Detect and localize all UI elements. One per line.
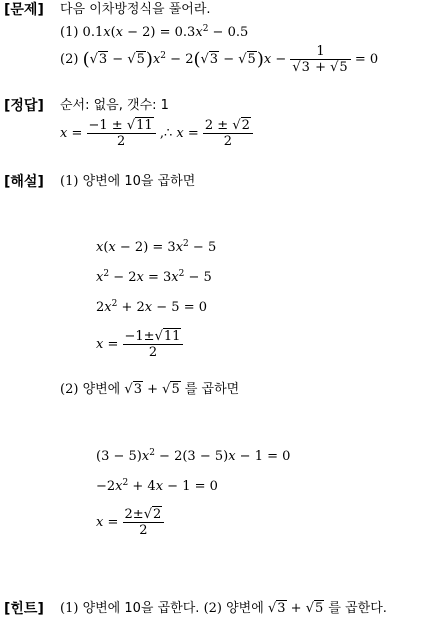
fraction: $\frac{1}{√3 + √5}$ — [290, 44, 350, 75]
answer-tag: [정답] — [4, 98, 44, 114]
solution-step: x = $\frac{2\pm√2}{2}$ — [96, 507, 164, 538]
hint-part: 를 곱한다. — [328, 601, 387, 616]
problem-item-2: (2) $(√3 - √5)x^2 - 2(√3 - √5)x$ − $\frac{1}{√3 + √5}$ = 0 — [60, 44, 379, 75]
part-label: (2) — [60, 382, 79, 397]
answer-text: 순서: 없음, 갯수: 1 — [60, 98, 169, 113]
item-label: (1) — [60, 25, 79, 40]
solution-step: $x(x - 2) = 3x^2 - 5$ — [96, 239, 217, 255]
solution-step: $2x^2 + 2x - 5 = 0$ — [96, 299, 207, 315]
part-text: 양변에 10을 곱하면 — [82, 174, 196, 189]
problem-tag: [문제] — [4, 2, 44, 18]
hint-text: (1) 양변에 10을 곱한다. (2) 양변에 √3 + √5 를 곱한다. — [60, 601, 387, 616]
part-text: 양변에 — [82, 382, 121, 397]
part-text: 를 곱하면 — [184, 382, 240, 397]
fraction: $\frac{-1 \pm √11}{2}$ — [87, 118, 156, 149]
hint-tag: [힌트] — [4, 601, 44, 617]
hint-label: (1) — [60, 601, 79, 616]
problem-intro: 다음 이차방정식을 풀어라. — [60, 2, 211, 17]
part-label: (1) — [60, 174, 79, 189]
fraction: $\frac{-1\pm√11}{2}$ — [123, 329, 184, 360]
solution-step: $-2x^2 + 4x - 1 = 0$ — [96, 478, 218, 494]
item-label: (2) — [60, 52, 79, 67]
solution-step: x = $\frac{-1\pm√11}{2}$ — [96, 329, 183, 360]
hint-part: 양변에 — [226, 601, 264, 616]
solution-step: $(3 - 5)x^2 - 2(3 - 5)x - 1 = 0$ — [96, 448, 291, 464]
hint-part: 양변에 10을 곱한다. — [82, 601, 200, 616]
solution-step: $x^2 - 2x = 3x^2 - 5$ — [96, 269, 212, 285]
answer-formula: x = $\frac{-1 \pm √11}{2}$ ,∴ x = $\frac{2 \pm √2}{2}$ — [60, 118, 253, 149]
hint-label: (2) — [203, 601, 222, 616]
solution-part2-heading: (2) 양변에 √3 + √5 를 곱하면 — [60, 382, 240, 397]
solution-tag: [해설] — [4, 174, 44, 190]
problem-item-1: (1) $0.1x(x - 2) = 0.3x^2 - 0.5$ — [60, 24, 249, 40]
solution-part1-heading — [60, 174, 195, 190]
fraction: $\frac{2 \pm √2}{2}$ — [203, 118, 253, 149]
fraction: $\frac{2\pm√2}{2}$ — [123, 507, 165, 538]
